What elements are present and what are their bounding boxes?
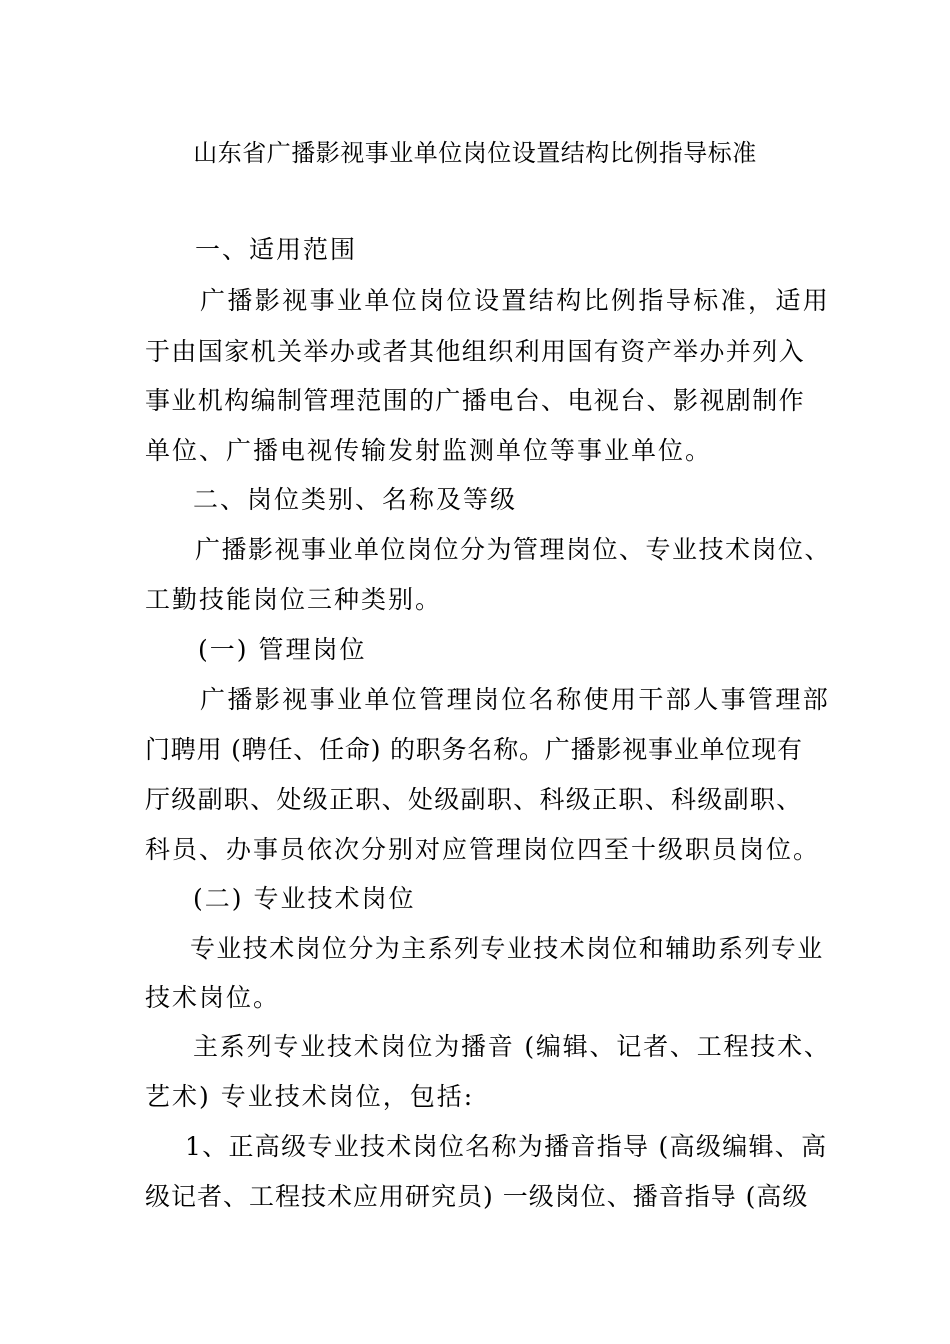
paragraph-line: 1、正高级专业技术岗位名称为播音指导 (高级编辑、高: [185, 1132, 828, 1161]
paragraph-line: 单位、广播电视传输发射监测单位等事业单位。: [145, 436, 713, 465]
page-title: 山东省广播影视事业单位岗位设置结构比例指导标准: [193, 139, 757, 167]
section-heading-categories: 二、岗位类别、名称及等级: [193, 485, 518, 514]
paragraph-line: 事业机构编制管理范围的广播电台、电视台、影视剧制作: [145, 386, 806, 415]
paragraph-line: 专业技术岗位分为主系列专业技术岗位和辅助系列专业: [190, 934, 824, 963]
paragraph-line: 技术岗位。: [145, 983, 281, 1012]
subheading-management: (一) 管理岗位: [198, 635, 367, 664]
paragraph-line: 广播影视事业单位岗位分为管理岗位、专业技术岗位、: [195, 535, 832, 564]
paragraph-line: 广播影视事业单位管理岗位名称使用干部人事管理部: [200, 685, 831, 714]
subheading-professional: (二) 专业技术岗位: [193, 884, 416, 913]
paragraph-line: 科员、办事员依次分别对应管理岗位四至十级职员岗位。: [145, 835, 821, 864]
paragraph-line: 级记者、工程技术应用研究员) 一级岗位、播音指导 (高级: [145, 1182, 809, 1211]
section-heading-scope: 一、适用范围: [195, 235, 358, 264]
paragraph-line: 厅级副职、处级正职、处级副职、科级正职、科级副职、: [145, 785, 803, 814]
paragraph-line: 工勤技能岗位三种类别。: [145, 585, 443, 614]
paragraph-line: 于由国家机关举办或者其他组织利用国有资产举办并列入: [145, 337, 806, 366]
paragraph-line: 主系列专业技术岗位为播音 (编辑、记者、工程技术、: [193, 1032, 831, 1061]
paragraph-line: 门聘用 (聘任、任命) 的职务名称。广播影视事业单位现有: [145, 735, 803, 764]
paragraph-line: 广播影视事业单位岗位设置结构比例指导标准，适用: [200, 286, 831, 315]
paragraph-line: 艺术) 专业技术岗位，包括:: [145, 1082, 475, 1111]
